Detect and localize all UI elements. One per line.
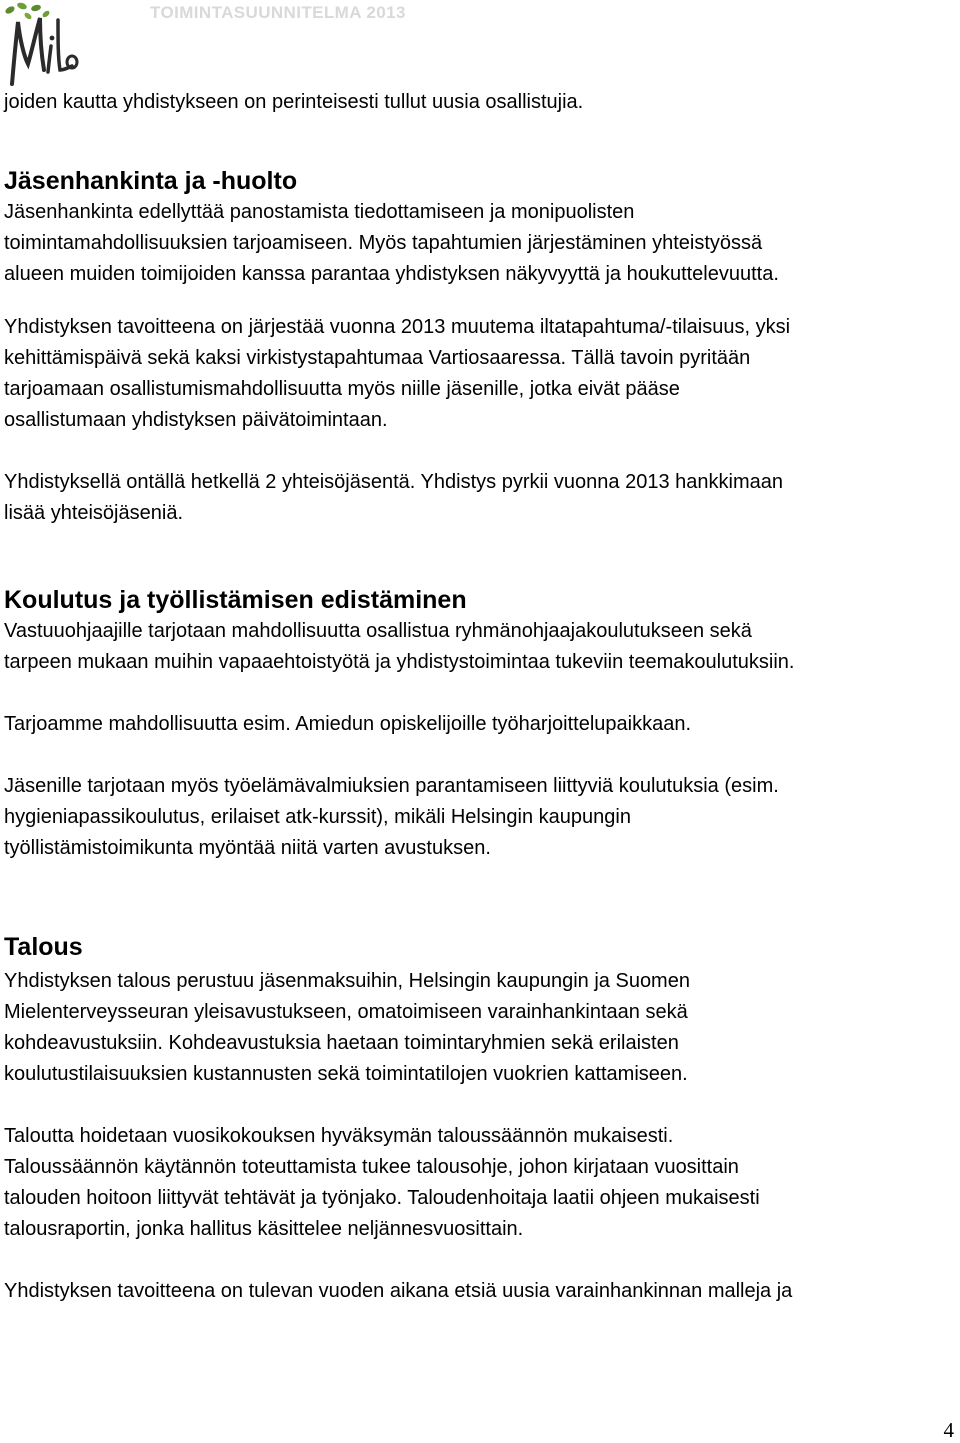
text-line: kehittämispäivä sekä kaksi virkistystapahtumaa Vartiosaaressa. Tällä tavoin pyritään bbox=[4, 347, 751, 369]
paragraph bbox=[4, 771, 954, 864]
paragraph bbox=[4, 1276, 954, 1307]
text-line: alueen muiden toimijoiden kanssa parantaa yhdistyksen näkyvyyttä ja houkuttelevuutta. bbox=[4, 263, 779, 285]
text-line: Tarjoamme mahdollisuutta esim. Amiedun opiskelijoille työharjoittelupaikkaan. bbox=[4, 713, 692, 735]
text-line: Yhdistyksen talous perustuu jäsenmaksuihin, Helsingin kaupungin ja Suomen bbox=[4, 970, 690, 992]
section-heading-koulutus: Koulutus ja työllistämisen edistäminen bbox=[4, 586, 467, 614]
paragraph bbox=[4, 1121, 954, 1245]
text-line: Taloussäännön käytännön toteuttamista tukee talousohje, johon kirjataan vuosittain bbox=[4, 1156, 739, 1178]
intro-line: joiden kautta yhdistykseen on perinteisesti tullut uusia osallistujia. bbox=[4, 91, 584, 113]
paragraph bbox=[4, 312, 954, 436]
text-line: talouden hoitoon liittyvät tehtävät ja työnjako. Taloudenhoitaja laatii ohjeen mukaisesti bbox=[4, 1187, 760, 1209]
text-line: Taloutta hoidetaan vuosikokouksen hyväksymän taloussäännön mukaisesti. bbox=[4, 1125, 674, 1147]
text-line: hygieniapassikoulutus, erilaiset atk-kurssit), mikäli Helsingin kaupungin bbox=[4, 806, 631, 828]
paragraph bbox=[4, 197, 954, 290]
text-line: Yhdistyksen tavoitteena on tulevan vuoden aikana etsiä uusia varainhankinnan malleja ja bbox=[4, 1280, 793, 1302]
paragraph bbox=[4, 467, 954, 529]
document-header-title: TOIMINTASUUNNITELMA 2013 bbox=[150, 3, 406, 22]
text-line: Jäsenille tarjotaan myös työelämävalmiuksien parantamiseen liittyviä koulutuksia (esim. bbox=[4, 775, 779, 797]
page-number: 4 bbox=[943, 1418, 954, 1442]
text-line: Mielenterveysseuran yleisavustukseen, omatoimiseen varainhankintaan sekä bbox=[4, 1001, 688, 1023]
text-line: talousraportin, jonka hallitus käsittelee neljännesvuosittain. bbox=[4, 1218, 524, 1240]
text-line: Jäsenhankinta edellyttää panostamista tiedottamiseen ja monipuolisten bbox=[4, 201, 635, 223]
text-line: lisää yhteisöjäseniä. bbox=[4, 502, 183, 524]
paragraph bbox=[4, 966, 954, 1090]
text-line: työllistämistoimikunta myöntää niitä varten avustuksen. bbox=[4, 837, 491, 859]
paragraph bbox=[4, 616, 954, 678]
section-heading-jasenhankinta: Jäsenhankinta ja -huolto bbox=[4, 167, 298, 195]
text-line: koulutustilaisuuksien kustannusten sekä toimintatilojen vuokrien kattamiseen. bbox=[4, 1063, 688, 1085]
text-line: tarjoamaan osallistumismahdollisuutta myös niille jäsenille, jotka eivät pääse bbox=[4, 378, 680, 400]
document-body bbox=[4, 87, 954, 1307]
text-line: kohdeavustuksiin. Kohdeavustuksia haetaan toimintaryhmien sekä erilaisten bbox=[4, 1032, 679, 1054]
section-heading-talous: Talous bbox=[4, 933, 83, 961]
paragraph bbox=[4, 709, 954, 740]
text-line: tarpeen mukaan muihin vapaaehtoistyötä ja yhdistystoimintaa tukeviin teemakoulutuksiin. bbox=[4, 651, 795, 673]
text-line: osallistumaan yhdistyksen päivätoimintaan. bbox=[4, 409, 388, 431]
text-line: Vastuuohjaajille tarjotaan mahdollisuutta osallistua ryhmänohjaajakoulutukseen sekä bbox=[4, 620, 752, 642]
text-line: Yhdistyksellä ontällä hetkellä 2 yhteisöjäsentä. Yhdistys pyrkii vuonna 2013 hankkimaan bbox=[4, 471, 783, 493]
mielo-logo bbox=[2, 0, 84, 86]
text-line: toimintamahdollisuuksien tarjoamiseen. Myös tapahtumien järjestäminen yhteistyössä bbox=[4, 232, 763, 254]
text-line: Yhdistyksen tavoitteena on järjestää vuonna 2013 muutema iltatapahtuma/-tilaisuus, yksi bbox=[4, 316, 791, 338]
